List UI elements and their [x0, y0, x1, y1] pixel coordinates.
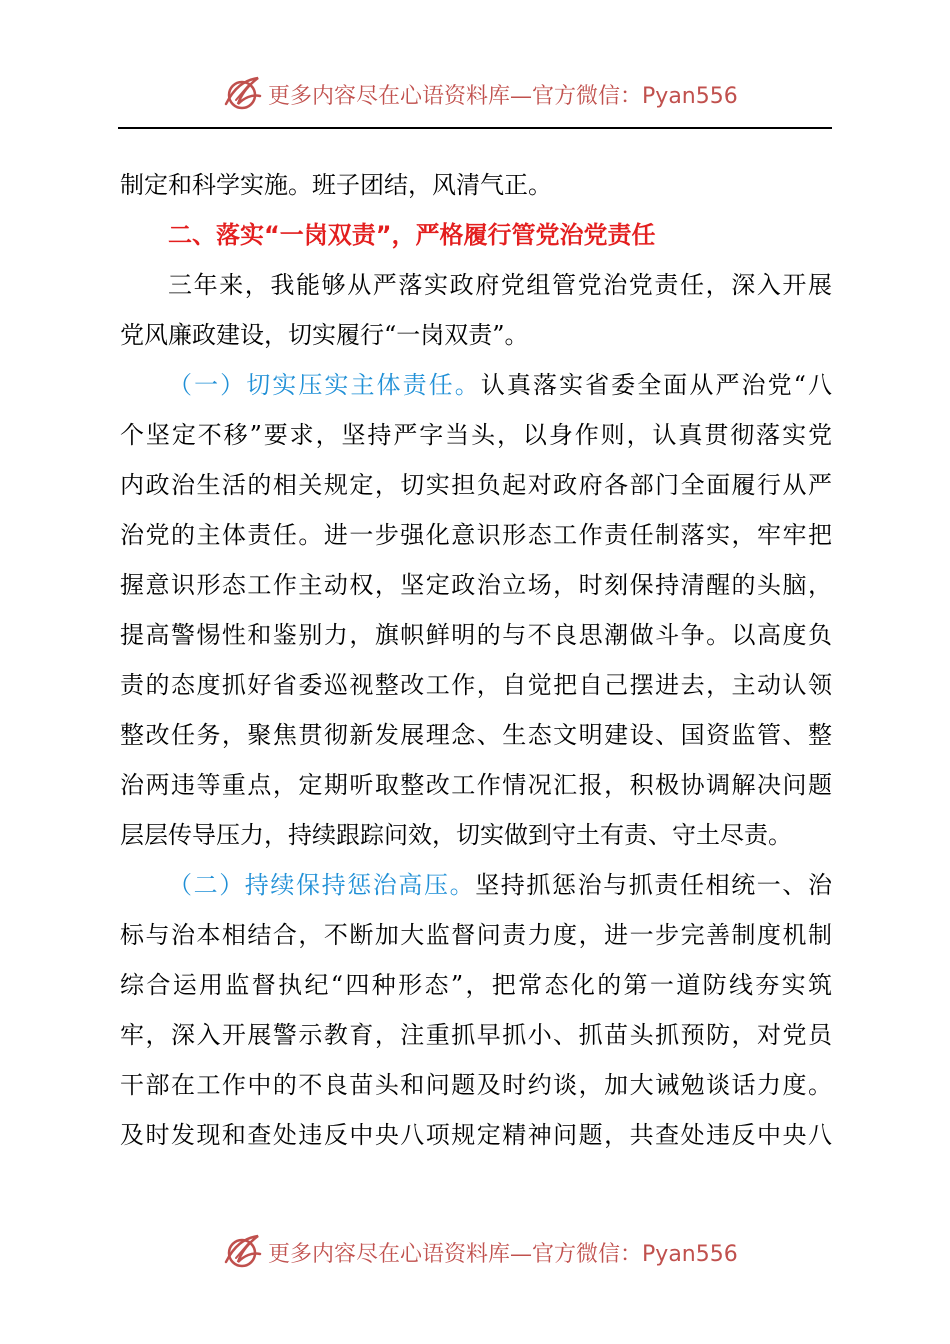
footer-wechat-label: 官方微信： — [532, 1241, 643, 1267]
page-header — [0, 70, 950, 116]
paragraph-line: 干部在工作中的不良苗头和问题及时约谈，加大诫勉谈话力度。 — [120, 1071, 832, 1099]
section-heading-2: 二、落实“一岗双责”，严格履行管党治党责任 — [168, 221, 656, 249]
footer-separator: — — [510, 1241, 533, 1267]
document-body — [120, 160, 832, 1160]
signature-logo-icon — [222, 1232, 264, 1272]
paragraph-line: 内政治生活的相关规定，切实担负起对政府各部门全面履行从严 — [120, 471, 832, 499]
paragraph-line: 责的态度抓好省委巡视整改工作，自觉把自己摆进去，主动认领 — [120, 671, 832, 699]
subsection-2-title: （二）持续保持惩治高压。 — [168, 871, 476, 899]
subsection-1-text: 认真落实省委全面从严治党“八 — [480, 371, 832, 399]
subsection-1-first-line — [120, 360, 832, 410]
paragraph-line: 治两违等重点，定期听取整改工作情况汇报，积极协调解决问题 — [120, 771, 832, 799]
header-separator: — — [510, 83, 533, 109]
header-divider — [118, 127, 832, 129]
paragraph-line: 个坚定不移”要求，坚持严字当头，以身作则，认真贯彻落实党 — [120, 421, 832, 449]
footer-brand — [222, 1232, 738, 1272]
subsection-1-title: （一）切实压实主体责任。 — [168, 371, 481, 399]
paragraph-line: 握意识形态工作主动权，坚定政治立场，时刻保持清醒的头脑， — [120, 571, 832, 599]
paragraph-line: 标与治本相结合，不断加大监督问责力度，进一步完善制度机制 — [120, 921, 832, 949]
header-brand-name: 更多内容尽在心语资料库 — [268, 83, 511, 109]
subsection-2-first-line — [120, 860, 832, 910]
paragraph-line: 层层传导压力，持续跟踪问效，切实做到守土有责、守土尽责。 — [120, 821, 792, 849]
paragraph-line: 综合运用监督执纪“四种形态”，把常态化的第一道防线夯实筑 — [120, 971, 832, 999]
footer-wechat-id: Pyan556 — [642, 1241, 738, 1267]
paragraph-line: 提高警惕性和鉴别力，旗帜鲜明的与不良思潮做斗争。以高度负 — [120, 621, 832, 649]
header-wechat-id: Pyan556 — [642, 83, 738, 109]
paragraph-line: 制定和科学实施。班子团结，风清气正。 — [120, 171, 552, 199]
paragraph-line: 及时发现和查处违反中央八项规定精神问题，共查处违反中央八 — [120, 1121, 832, 1149]
paragraph-line: 党风廉政建设，切实履行“一岗双责”。 — [120, 321, 529, 349]
subsection-2-text: 坚持抓惩治与抓责任相统一、治 — [475, 871, 833, 899]
signature-logo-icon — [222, 74, 264, 114]
paragraph-line: 治党的主体责任。进一步强化意识形态工作责任制落实，牢牢把 — [120, 521, 832, 549]
footer-brand-name: 更多内容尽在心语资料库 — [268, 1241, 511, 1267]
header-brand — [222, 74, 738, 114]
header-wechat-label: 官方微信： — [532, 83, 643, 109]
paragraph-line: 整改任务，聚焦贯彻新发展理念、生态文明建设、国资监管、整 — [120, 721, 832, 749]
paragraph-line: 牢，深入开展警示教育，注重抓早抓小、抓苗头抓预防，对党员 — [120, 1021, 832, 1049]
page-footer — [0, 1228, 950, 1274]
paragraph-line: 三年来，我能够从严落实政府党组管党治党责任，深入开展 — [168, 271, 832, 299]
